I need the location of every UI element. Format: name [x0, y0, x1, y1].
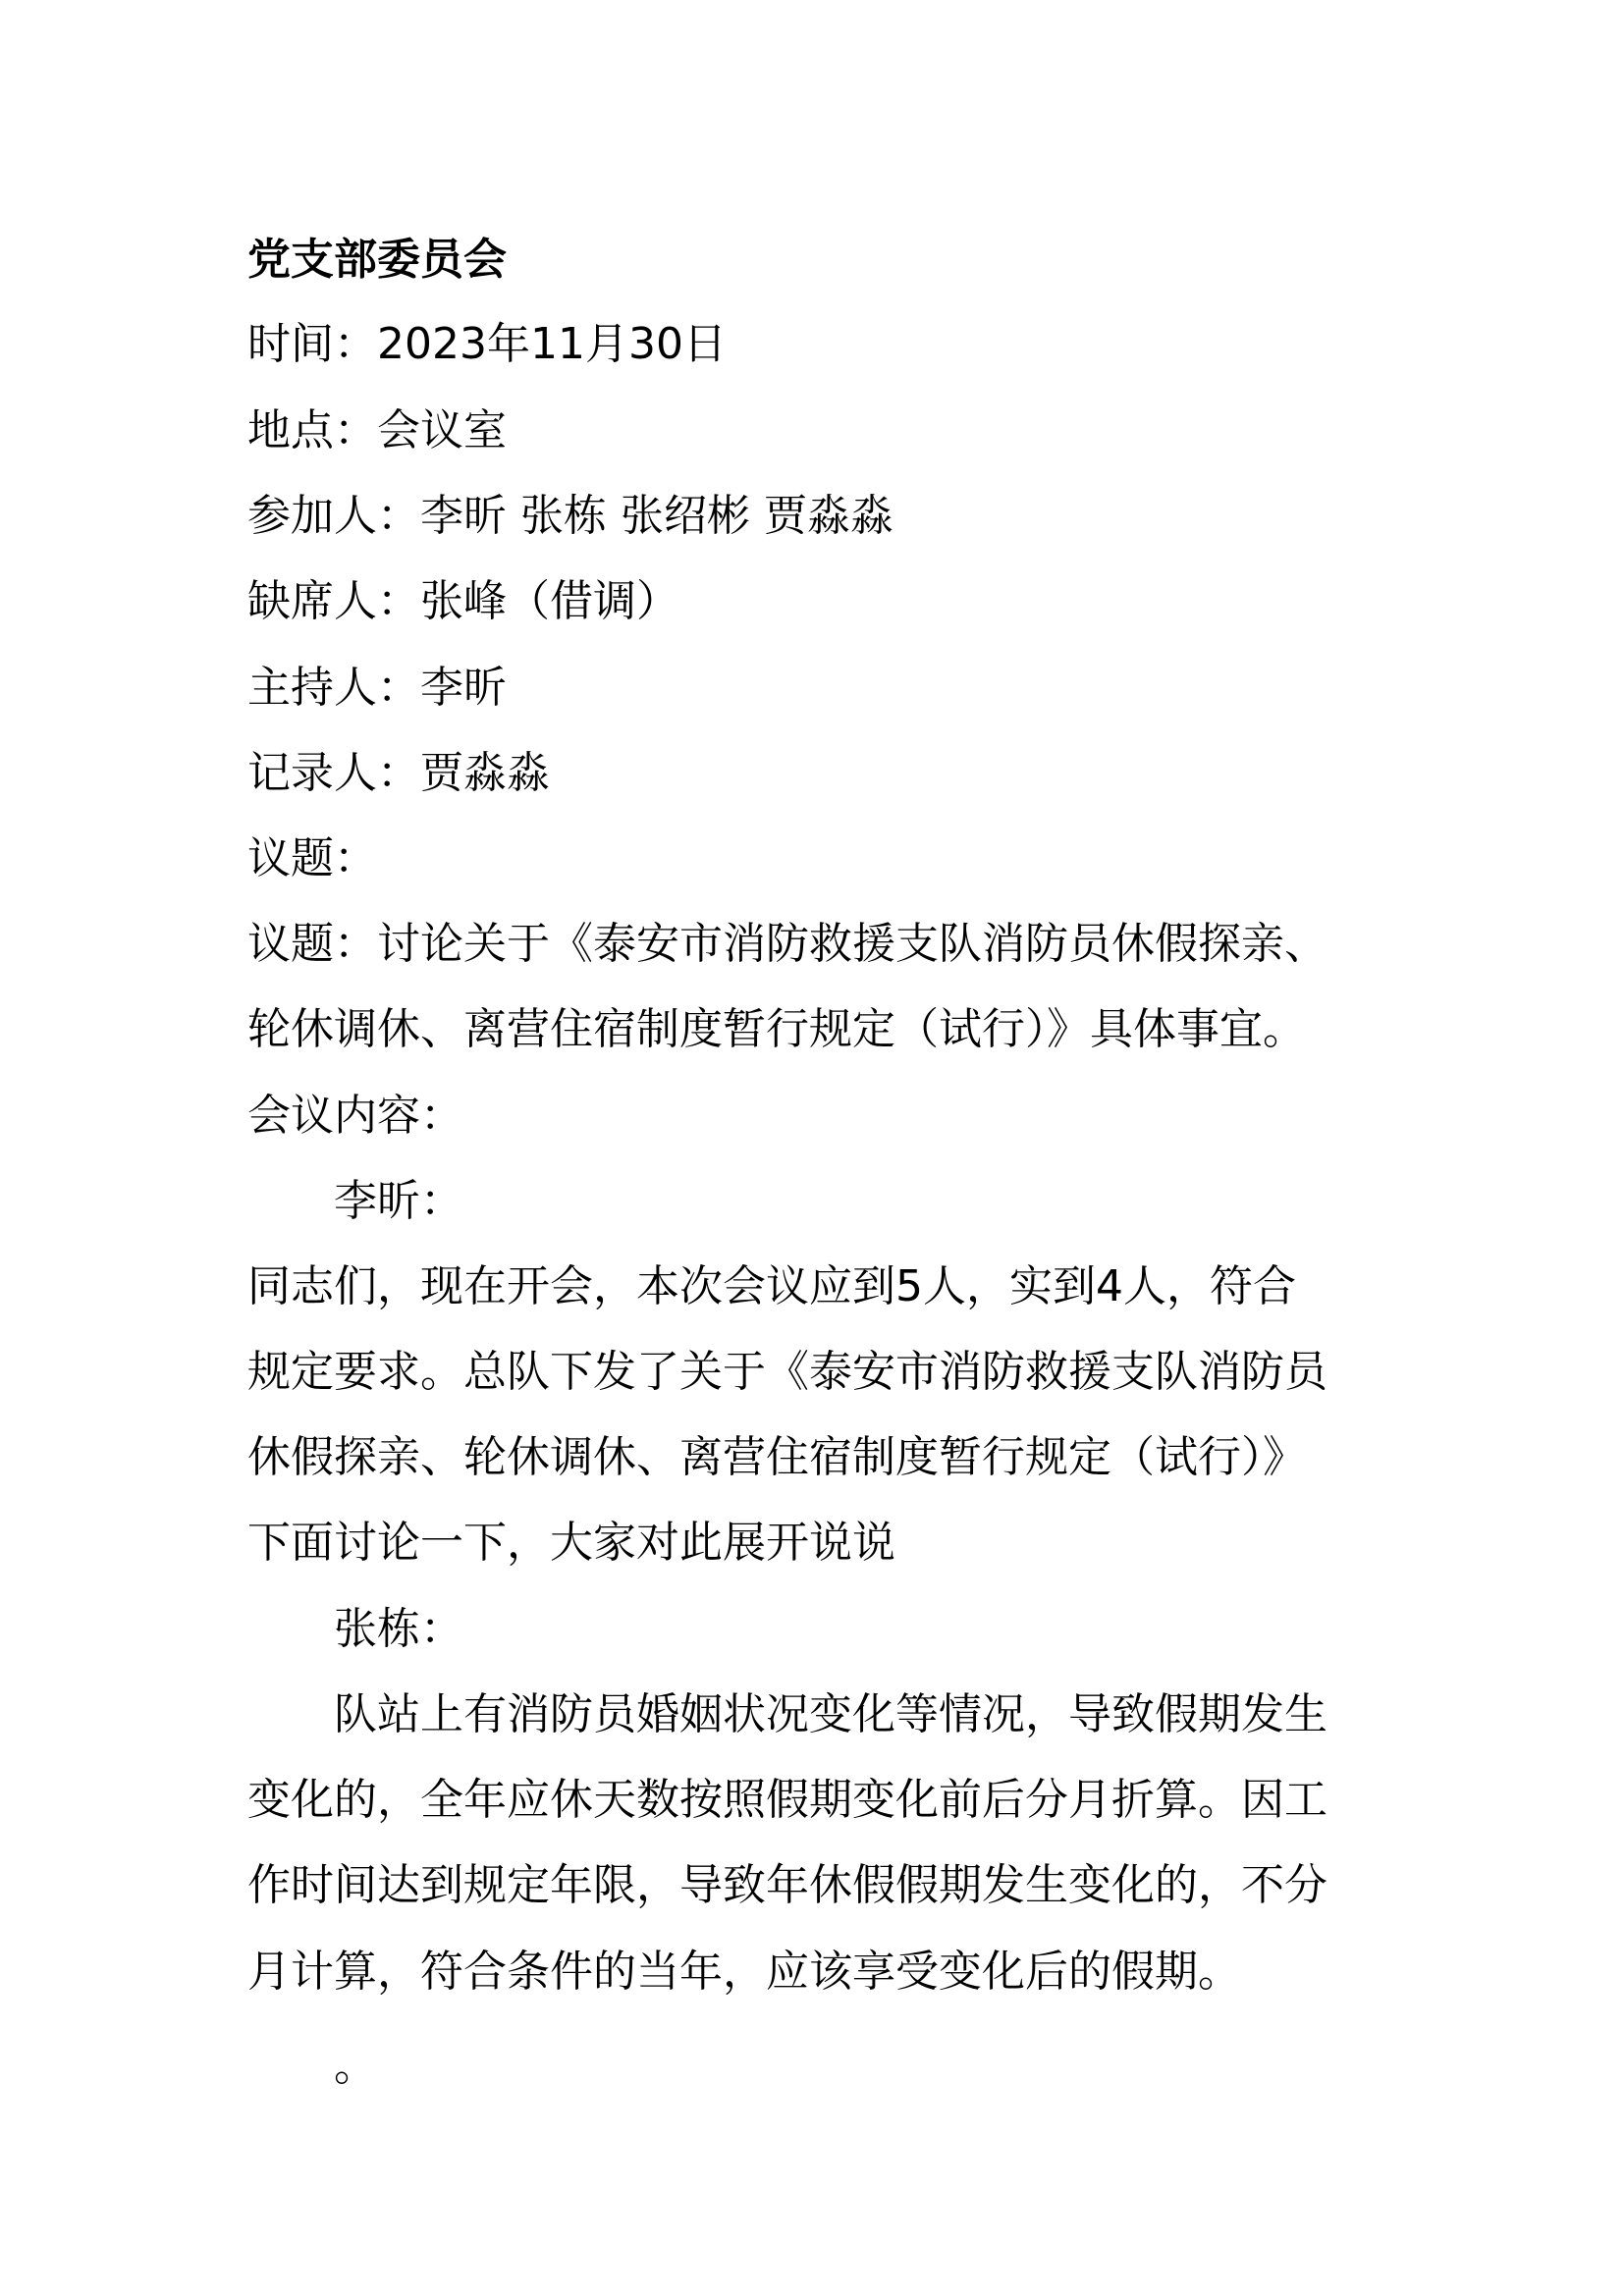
- speech-line: 作时间达到规定年限，导致年休假假期发生变化的，不分: [247, 1860, 1327, 1910]
- agenda-heading: 议题：: [247, 833, 377, 883]
- speaker-name: 张栋：: [334, 1604, 463, 1654]
- meeting-place: 地点：会议室: [247, 405, 507, 455]
- agenda-line: 议题：讨论关于《泰安市消防救援支队消防员休假探亲、: [247, 919, 1327, 969]
- speech-line: 同志们，现在开会，本次会议应到5人，实到4人，符合: [247, 1261, 1296, 1311]
- meeting-attendees: 参加人：李昕 张栋 张绍彬 贾淼淼: [247, 491, 893, 541]
- meeting-host: 主持人：李昕: [247, 663, 507, 713]
- content-heading: 会议内容：: [247, 1091, 463, 1141]
- speaker-name: 李昕：: [334, 1176, 463, 1226]
- speech-line: 下面讨论一下，大家对此展开说说: [247, 1518, 895, 1568]
- trailing-mark: 。: [334, 2041, 377, 2091]
- meeting-absent: 缺席人：张峰（借调）: [247, 576, 679, 626]
- speech-line: 休假探亲、轮休调休、离营住宿制度暂行规定（试行）》: [247, 1432, 1306, 1482]
- meeting-time: 时间：2023年11月30日: [247, 319, 727, 369]
- meeting-recorder: 记录人：贾淼淼: [247, 748, 550, 798]
- speech-line: 变化的，全年应休天数按照假期变化前后分月折算。因工: [247, 1775, 1327, 1825]
- document-title: 党支部委员会: [247, 235, 507, 285]
- speech-line: 队站上有消防员婚姻状况变化等情况，导致假期发生: [334, 1689, 1327, 1739]
- agenda-line: 轮休调休、离营住宿制度暂行规定（试行）》具体事宜。: [247, 1004, 1306, 1054]
- speech-line: 月计算，符合条件的当年，应该享受变化后的假期。: [247, 1947, 1241, 1997]
- speech-line: 规定要求。总队下发了关于《泰安市消防救援支队消防员: [247, 1347, 1327, 1397]
